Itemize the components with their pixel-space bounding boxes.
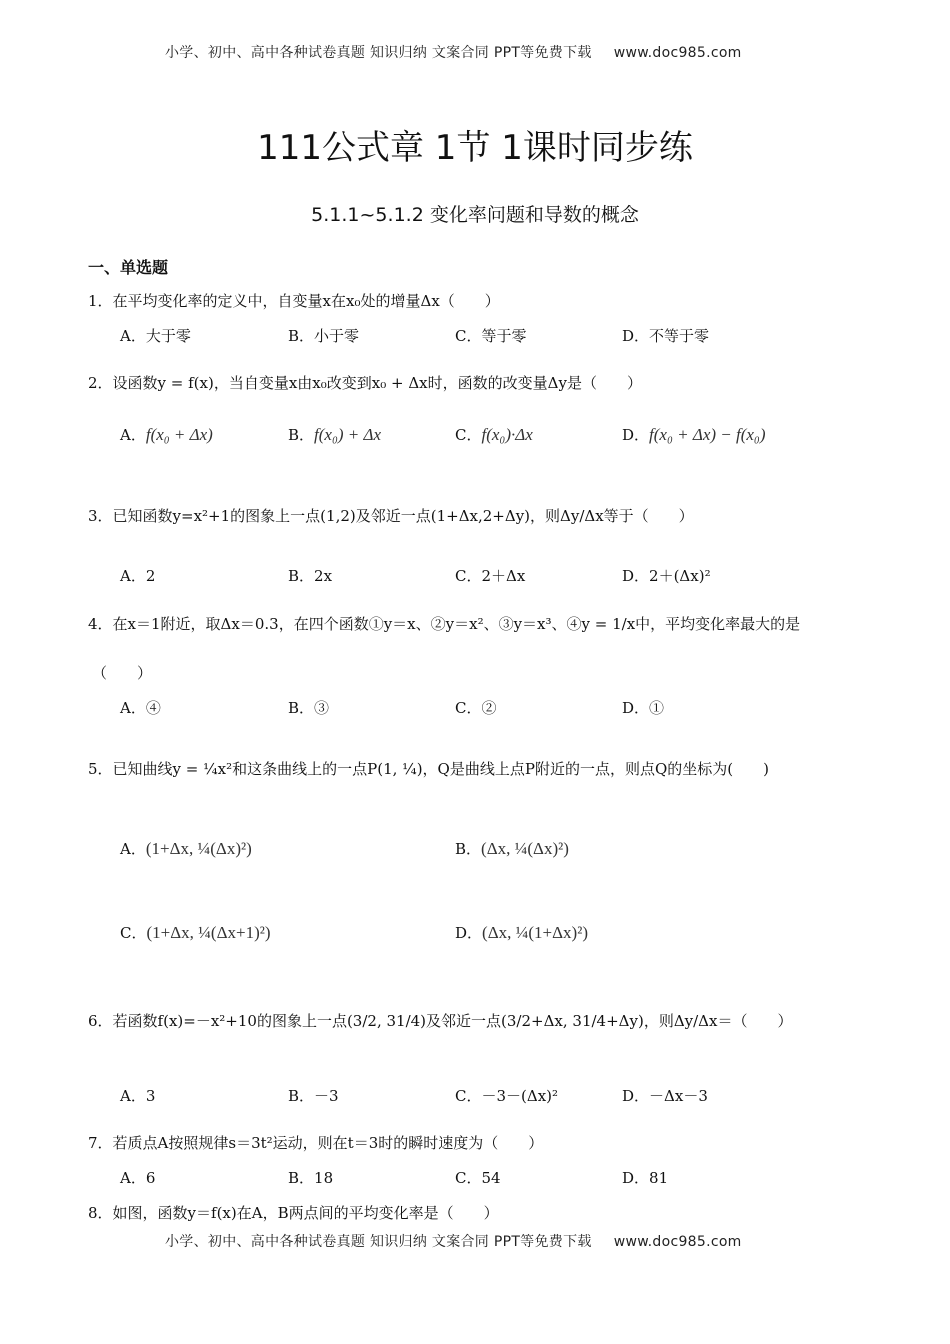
option-d[interactable]: D．2＋(Δx)² (622, 567, 711, 585)
option-a[interactable]: A．3 (120, 1087, 156, 1105)
footer-site[interactable]: www.doc985.com (613, 1234, 742, 1250)
question-text: 在平均变化率的定义中，自变量x在x₀处的增量Δx（ ） (112, 292, 500, 310)
option-c[interactable]: C．等于零 (455, 327, 527, 345)
option-label: B． (455, 840, 482, 858)
option-c[interactable]: C．2＋Δx (455, 567, 526, 585)
option-label: D． (455, 924, 483, 942)
question-5 (88, 758, 769, 779)
option-label: D． (622, 426, 650, 444)
option-c[interactable] (120, 922, 271, 943)
option-label: C． (455, 426, 482, 444)
option-expr: (1+Δx, ¼(Δx+1)²) (146, 923, 271, 942)
option-d[interactable]: D．－Δx－3 (622, 1087, 708, 1105)
question-6 (88, 1010, 792, 1031)
option-d[interactable]: D．① (622, 699, 665, 717)
question-number: 1． (88, 292, 113, 310)
option-d[interactable] (455, 922, 588, 943)
question-number: 3． (88, 507, 113, 525)
page-subtitle: 5.1.1~5.1.2 变化率问题和导数的概念 (311, 204, 639, 226)
question-4-continued: （ ） (92, 664, 153, 682)
question-number: 8． (88, 1204, 113, 1222)
footer-text: 小学、初中、高中各种试卷真题 知识归纳 文案合同 PPT等免费下载 (165, 1234, 592, 1250)
page-footer (165, 1231, 742, 1251)
option-b[interactable]: B．18 (288, 1169, 334, 1187)
option-c[interactable]: C．－3－(Δx)² (455, 1087, 559, 1105)
question-number: 5． (88, 760, 113, 778)
question-4 (88, 613, 800, 634)
question-3 (88, 505, 694, 526)
option-b[interactable] (288, 424, 381, 445)
option-b[interactable] (455, 838, 569, 859)
option-d[interactable] (622, 424, 766, 445)
question-number: 6． (88, 1012, 113, 1030)
option-a[interactable] (120, 838, 252, 859)
question-text: 在x＝1附近，取Δx＝0.3，在四个函数①y＝x、②y＝x²、③y＝x³、④y = 1/x中，平均变化率最大的是 (112, 615, 801, 633)
header-text: 小学、初中、高中各种试卷真题 知识归纳 文案合同 PPT等免费下载 (165, 45, 592, 61)
page-title: 111公式章 1节 1课时同步练 (257, 128, 693, 168)
question-8 (88, 1202, 499, 1223)
question-text: 若函数f(x)=－x²+10的图象上一点(3/2, 31/4)及邻近一点(3/2+Δx, 31/4+Δy)，则Δy/Δx＝（ ） (112, 1012, 793, 1030)
question-1 (88, 290, 500, 311)
question-text: 已知曲线y = ¼x²和这条曲线上的一点P(1, ¼)，Q是曲线上点P附近的一点，则点Q的坐标为( ) (112, 760, 769, 778)
option-a[interactable]: A．大于零 (120, 327, 191, 345)
option-expr: f(x₀)·Δx (481, 425, 533, 444)
option-label: C． (120, 924, 147, 942)
option-a[interactable]: A．2 (120, 567, 156, 585)
option-label: A． (120, 426, 146, 444)
page-header (165, 42, 742, 62)
option-b[interactable]: B．2x (288, 567, 333, 585)
question-number: 7． (88, 1134, 113, 1152)
option-b[interactable]: B．小于零 (288, 327, 360, 345)
option-expr: (Δx, ¼(1+Δx)²) (482, 923, 588, 942)
question-text: 设函数y = f(x)，当自变量x由x₀改变到x₀ + Δx时，函数的改变量Δy是（ ） (112, 374, 642, 392)
header-site[interactable]: www.doc985.com (613, 45, 742, 61)
option-b[interactable]: B．－3 (288, 1087, 339, 1105)
option-expr: f(x₀ + Δx) − f(x₀) (649, 425, 766, 444)
option-label: A． (120, 840, 146, 858)
option-c[interactable] (455, 424, 533, 445)
option-b[interactable]: B．③ (288, 699, 330, 717)
option-expr: (Δx, ¼(Δx)²) (481, 839, 569, 858)
question-text: 已知函数y=x²+1的图象上一点(1,2)及邻近一点(1+Δx,2+Δy)，则Δy/Δx等于（ ） (112, 507, 694, 525)
option-a[interactable] (120, 424, 213, 445)
option-a[interactable]: A．6 (120, 1169, 156, 1187)
option-expr: f(x₀) + Δx (314, 425, 382, 444)
question-text: 若质点A按照规律s＝3t²运动，则在t＝3时的瞬时速度为（ ） (112, 1134, 544, 1152)
option-d[interactable]: D．81 (622, 1169, 669, 1187)
option-expr: (1+Δx, ¼(Δx)²) (145, 839, 252, 858)
section-heading: 一、单选题 (88, 258, 169, 277)
option-expr: f(x₀ + Δx) (145, 425, 213, 444)
option-a[interactable]: A．④ (120, 699, 161, 717)
question-7 (88, 1132, 543, 1153)
question-number: 4． (88, 615, 113, 633)
question-2 (88, 372, 642, 393)
option-label: B． (288, 426, 315, 444)
option-d[interactable]: D．不等于零 (622, 327, 710, 345)
option-c[interactable]: C．② (455, 699, 497, 717)
option-c[interactable]: C．54 (455, 1169, 501, 1187)
question-text: 如图，函数y＝f(x)在A，B两点间的平均变化率是（ ） (112, 1204, 499, 1222)
question-number: 2． (88, 374, 113, 392)
